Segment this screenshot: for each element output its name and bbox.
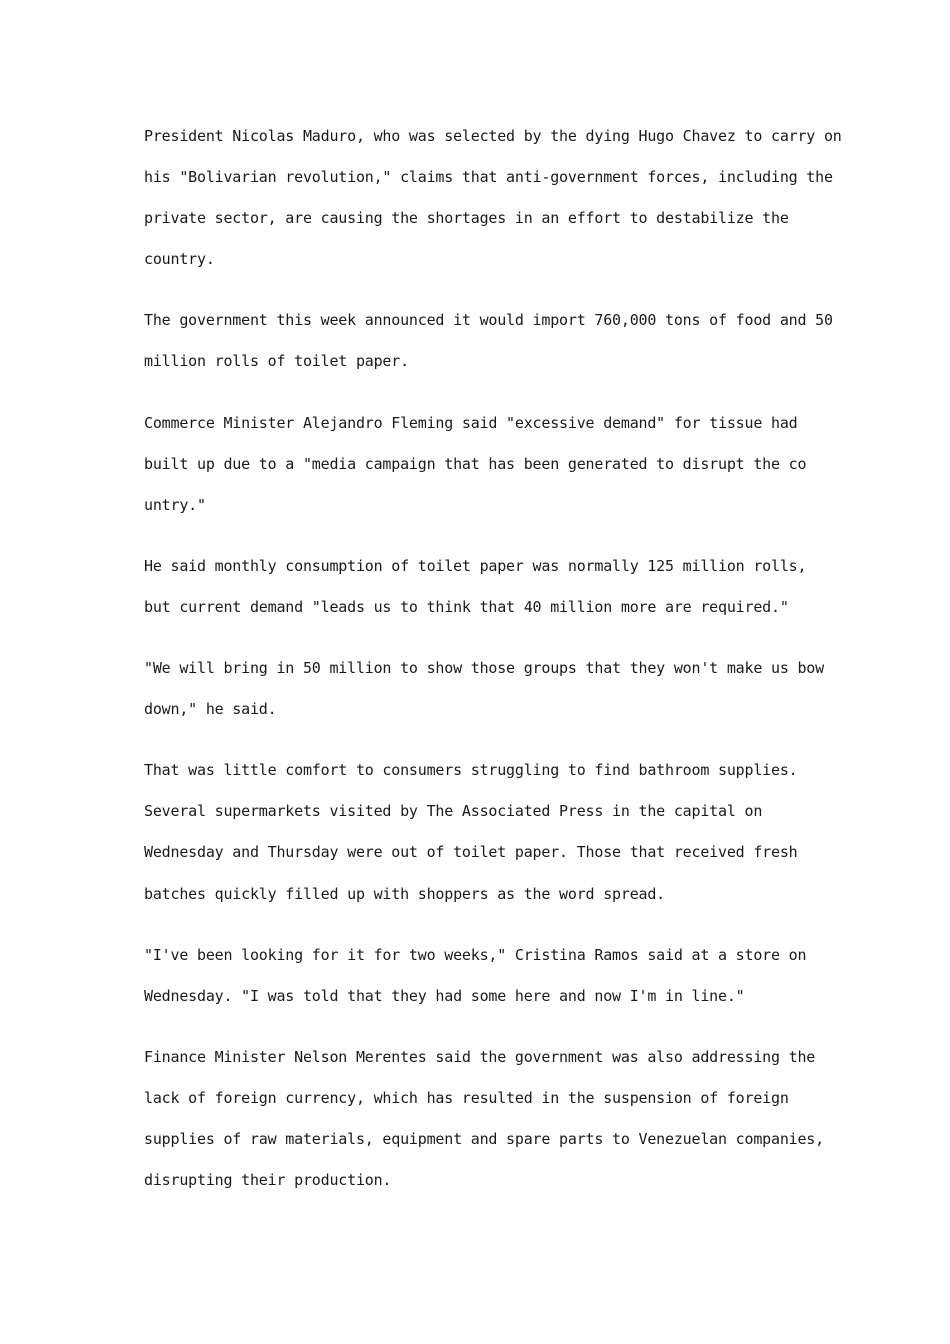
text-line: Commerce Minister Alejandro Fleming said "excessive demand" for tissue had bbox=[144, 413, 798, 432]
text-line: million rolls of toilet paper. bbox=[144, 352, 409, 371]
paragraph-1 bbox=[144, 116, 842, 280]
text-line: Finance Minister Nelson Merentes said the government was also addressing the bbox=[144, 1047, 816, 1066]
text-line: private sector, are causing the shortages in an effort to destabilize the bbox=[144, 209, 789, 228]
text-line: but current demand "leads us to think that 40 million more are required." bbox=[144, 597, 789, 616]
text-line: "We will bring in 50 million to show those groups that they won't make us bow bbox=[144, 659, 824, 678]
text-line: untry." bbox=[144, 495, 206, 514]
text-line: That was little comfort to consumers struggling to find bathroom supplies. bbox=[144, 761, 798, 780]
text-line: down," he said. bbox=[144, 700, 277, 719]
paragraph-5 bbox=[144, 648, 824, 730]
paragraph-6 bbox=[144, 750, 824, 914]
text-line: Wednesday and Thursday were out of toilet paper. Those that received fresh bbox=[144, 843, 798, 862]
text-line: He said monthly consumption of toilet paper was normally 125 million rolls, bbox=[144, 556, 807, 575]
text-line: country. bbox=[144, 250, 215, 269]
text-line: President Nicolas Maduro, who was selected by the dying Hugo Chavez to carry on bbox=[144, 127, 842, 145]
article-body bbox=[144, 116, 842, 1221]
paragraph-3 bbox=[144, 403, 824, 526]
text-line: "I've been looking for it for two weeks," Cristina Ramos said at a store on bbox=[144, 945, 807, 964]
text-line: lack of foreign currency, which has resulted in the suspension of foreign bbox=[144, 1088, 789, 1107]
paragraph-2 bbox=[144, 300, 833, 382]
text-line: built up due to a "media campaign that has been generated to disrupt the co bbox=[144, 454, 807, 473]
text-line: his "Bolivarian revolution," claims that anti-government forces, including the bbox=[144, 168, 833, 187]
paragraph-8 bbox=[144, 1037, 824, 1201]
paragraph-7 bbox=[144, 935, 824, 1017]
text-line: The government this week announced it would import 760,000 tons of food and 50 bbox=[144, 311, 833, 330]
text-line: disrupting their production. bbox=[144, 1171, 392, 1190]
paragraph-4 bbox=[144, 546, 824, 628]
text-line: batches quickly filled up with shoppers as the word spread. bbox=[144, 884, 666, 903]
text-line: supplies of raw materials, equipment and spare parts to Venezuelan companies, bbox=[144, 1129, 824, 1148]
text-line: Wednesday. "I was told that they had some here and now I'm in line." bbox=[144, 986, 745, 1005]
text-line: Several supermarkets visited by The Associated Press in the capital on bbox=[144, 802, 763, 821]
